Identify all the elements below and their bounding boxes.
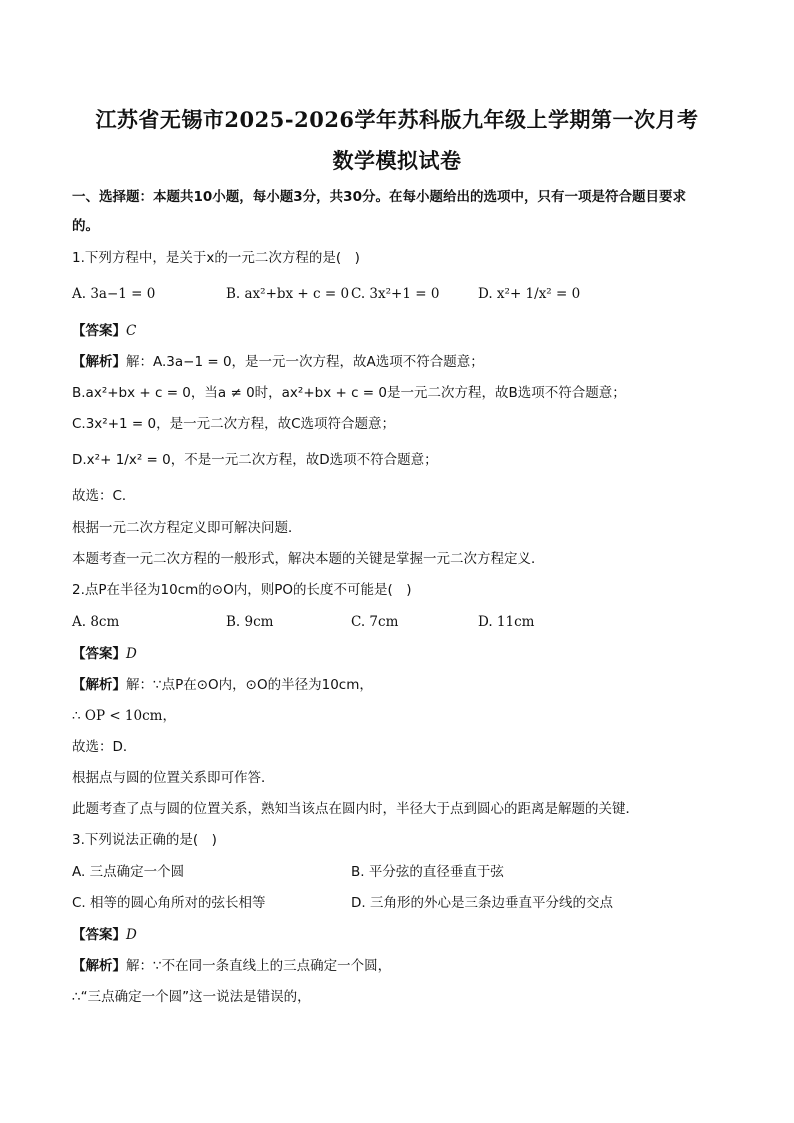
q3-analysis-line-1: 解：∵不在同一条直线上的三点确定一个圆， xyxy=(126,958,392,974)
q3-option-c: C. 相等的圆心角所对的弦长相等 xyxy=(72,895,266,911)
q2-analysis-line-5: 此题考查了点与圆的位置关系，熟知当该点在圆内时，半径大于点到圆心的距离是解题的关键． xyxy=(72,801,639,817)
q3-option-a: A. 三点确定一个圆 xyxy=(72,864,185,880)
q3-answer: D xyxy=(126,927,137,943)
q1-option-a: A. 3a−1 = 0 xyxy=(72,286,156,302)
analysis-label: 【解析】 xyxy=(72,958,126,974)
title-line-2: 数学模拟试卷 xyxy=(332,148,462,173)
analysis-label: 【解析】 xyxy=(72,354,126,370)
q2-stem: 2.点P在半径为10cm的⊙O内，则PO的长度不可能是( ) xyxy=(72,582,412,598)
q1-stem: 1.下列方程中，是关于x的一元二次方程的是( ) xyxy=(72,250,360,266)
q2-analysis-row xyxy=(72,676,732,694)
q2-answer-row xyxy=(72,645,732,663)
answer-label: 【答案】 xyxy=(72,646,126,662)
title-line-1: 江苏省无锡市2025-2026学年苏科版九年级上学期第一次月考 xyxy=(95,107,699,132)
q2-answer: D xyxy=(126,646,137,662)
q2-option-c: C. 7cm xyxy=(351,614,399,630)
q3-answer-row xyxy=(72,926,732,944)
q1-analysis-line-5: 故选：C． xyxy=(72,488,136,504)
analysis-label: 【解析】 xyxy=(72,677,126,693)
q1-answer: C xyxy=(126,323,137,339)
q1-analysis-line-2: B.ax²+bx + c = 0，当a ≠ 0时，ax²+bx + c = 0是一元二次方程，故B选项不符合题意； xyxy=(72,385,626,401)
q2-option-d: D. 11cm xyxy=(478,614,535,630)
q1-analysis-line-1: 解：A.3a−1 = 0，是一元一次方程，故A选项不符合题意； xyxy=(126,354,484,370)
q2-analysis-line-3: 故选：D． xyxy=(72,739,137,755)
q1-option-c: C. 3x²+1 = 0 xyxy=(351,286,440,302)
q1-analysis-line-6: 根据一元二次方程定义即可解决问题． xyxy=(72,520,302,536)
q1-option-b: B. ax²+bx + c = 0 xyxy=(226,286,350,302)
answer-label: 【答案】 xyxy=(72,323,126,339)
q1-option-d: D. x²+ 1/x² = 0 xyxy=(478,286,581,302)
q2-option-a: A. 8cm xyxy=(72,614,120,630)
q1-answer-row xyxy=(72,322,732,340)
q3-option-b: B. 平分弦的直径垂直于弦 xyxy=(351,864,504,880)
q2-analysis-line-4: 根据点与圆的位置关系即可作答． xyxy=(72,770,275,786)
q1-analysis-line-4: D.x²+ 1/x² = 0，不是一元二次方程，故D选项不符合题意； xyxy=(72,452,438,468)
section-heading-line-1: 一、选择题：本题共10小题，每小题3分，共30分。在每小题给出的选项中，只有一项是符合题目要求 xyxy=(72,189,686,205)
q3-analysis-row xyxy=(72,957,732,975)
q2-analysis-line-2: ∴ OP < 10cm， xyxy=(72,708,176,724)
q1-analysis-line-7: 本题考查一元二次方程的一般形式，解决本题的关键是掌握一元二次方程定义． xyxy=(72,551,545,567)
q1-analysis-line-3: C.3x²+1 = 0，是一元二次方程，故C选项符合题意； xyxy=(72,416,396,432)
answer-label: 【答案】 xyxy=(72,927,126,943)
section-heading-line-2: 的。 xyxy=(72,218,99,234)
q2-option-b: B. 9cm xyxy=(226,614,274,630)
q2-analysis-line-1: 解：∵点P在⊙O内，⊙O的半径为10cm， xyxy=(126,677,373,693)
q1-analysis-row xyxy=(72,353,732,371)
q3-stem: 3.下列说法正确的是( ) xyxy=(72,832,217,848)
q3-analysis-line-2: ∴“三点确定一个圆”这一说法是错误的， xyxy=(72,989,311,1005)
q3-option-d: D. 三角形的外心是三条边垂直平分线的交点 xyxy=(351,895,613,911)
